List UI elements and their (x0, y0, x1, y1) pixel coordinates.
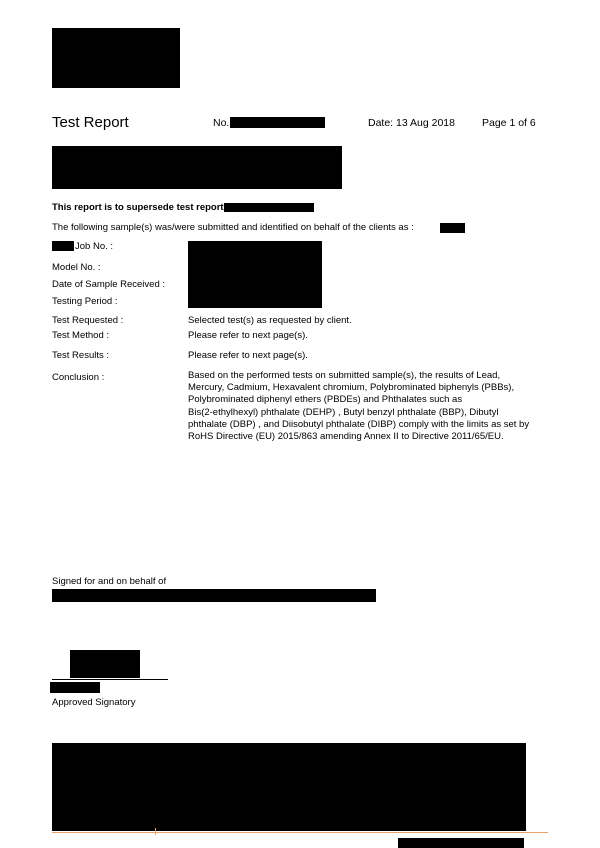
conclusion-line: RoHS Directive (EU) 2015/863 amending Annex II to Directive 2011/65/EU. (188, 431, 504, 443)
conclusion-line: Bis(2-ethylhexyl) phthalate (DEHP) , Butyl benzyl phthalate (BBP), Dibutyl (188, 406, 499, 418)
conclusion-text (188, 370, 538, 443)
date-received-label: Date of Sample Received : (52, 279, 166, 290)
redacted-signing-company (52, 589, 376, 602)
footer-divider-tick (155, 828, 156, 835)
model-no-label: Model No. : (52, 262, 101, 273)
redacted-sample-details (188, 241, 322, 308)
redacted-job-prefix (52, 241, 74, 251)
redacted-footer-strip (398, 838, 524, 848)
testing-period-label: Testing Period : (52, 296, 118, 307)
page-title: Test Report (52, 114, 129, 131)
intro-line: The following sample(s) was/were submitted and identified on behalf of the clients as : (52, 222, 414, 233)
conclusion-line: Polybrominated diphenyl ethers (PBDEs) and Phthalates such as (188, 394, 463, 406)
job-no-label: Job No. : (75, 241, 114, 252)
conclusion-line: Mercury, Cadmium, Hexavalent chromium, Polybrominated biphenyls (PBBs), (188, 382, 515, 394)
test-results-label: Test Results : (52, 350, 110, 361)
redacted-client-name (440, 223, 465, 233)
report-number-label: No. (213, 117, 230, 129)
page-indicator: Page 1 of 6 (482, 117, 536, 129)
redacted-report-number (230, 117, 325, 128)
report-date: Date: 13 Aug 2018 (368, 117, 455, 129)
signed-for-label: Signed for and on behalf of (52, 576, 167, 587)
redacted-signatory-name (50, 682, 100, 693)
redacted-signature (70, 650, 140, 678)
conclusion-line: Based on the performed tests on submitted sample(s), the results of Lead, (188, 370, 501, 381)
redacted-superseded-report-number (224, 203, 314, 212)
test-results-value: Please refer to next page(s). (188, 350, 308, 361)
test-method-label: Test Method : (52, 330, 110, 341)
conclusion-line: phthalate (DBP) , and Diisobutyl phthalate (DIBP) comply with the limits as set by (188, 418, 530, 430)
conclusion-label: Conclusion : (52, 372, 105, 383)
test-requested-label: Test Requested : (52, 315, 124, 326)
redacted-logo (52, 28, 180, 88)
footer-divider (52, 832, 548, 833)
test-requested-value: Selected test(s) as requested by client. (188, 315, 352, 326)
redacted-footer (52, 743, 526, 831)
redacted-company-block (52, 146, 342, 189)
test-method-value: Please refer to next page(s). (188, 330, 308, 341)
signature-line (52, 679, 168, 680)
supersede-notice: This report is to supersede test report (52, 202, 224, 213)
approved-signatory-label: Approved Signatory (52, 697, 136, 708)
